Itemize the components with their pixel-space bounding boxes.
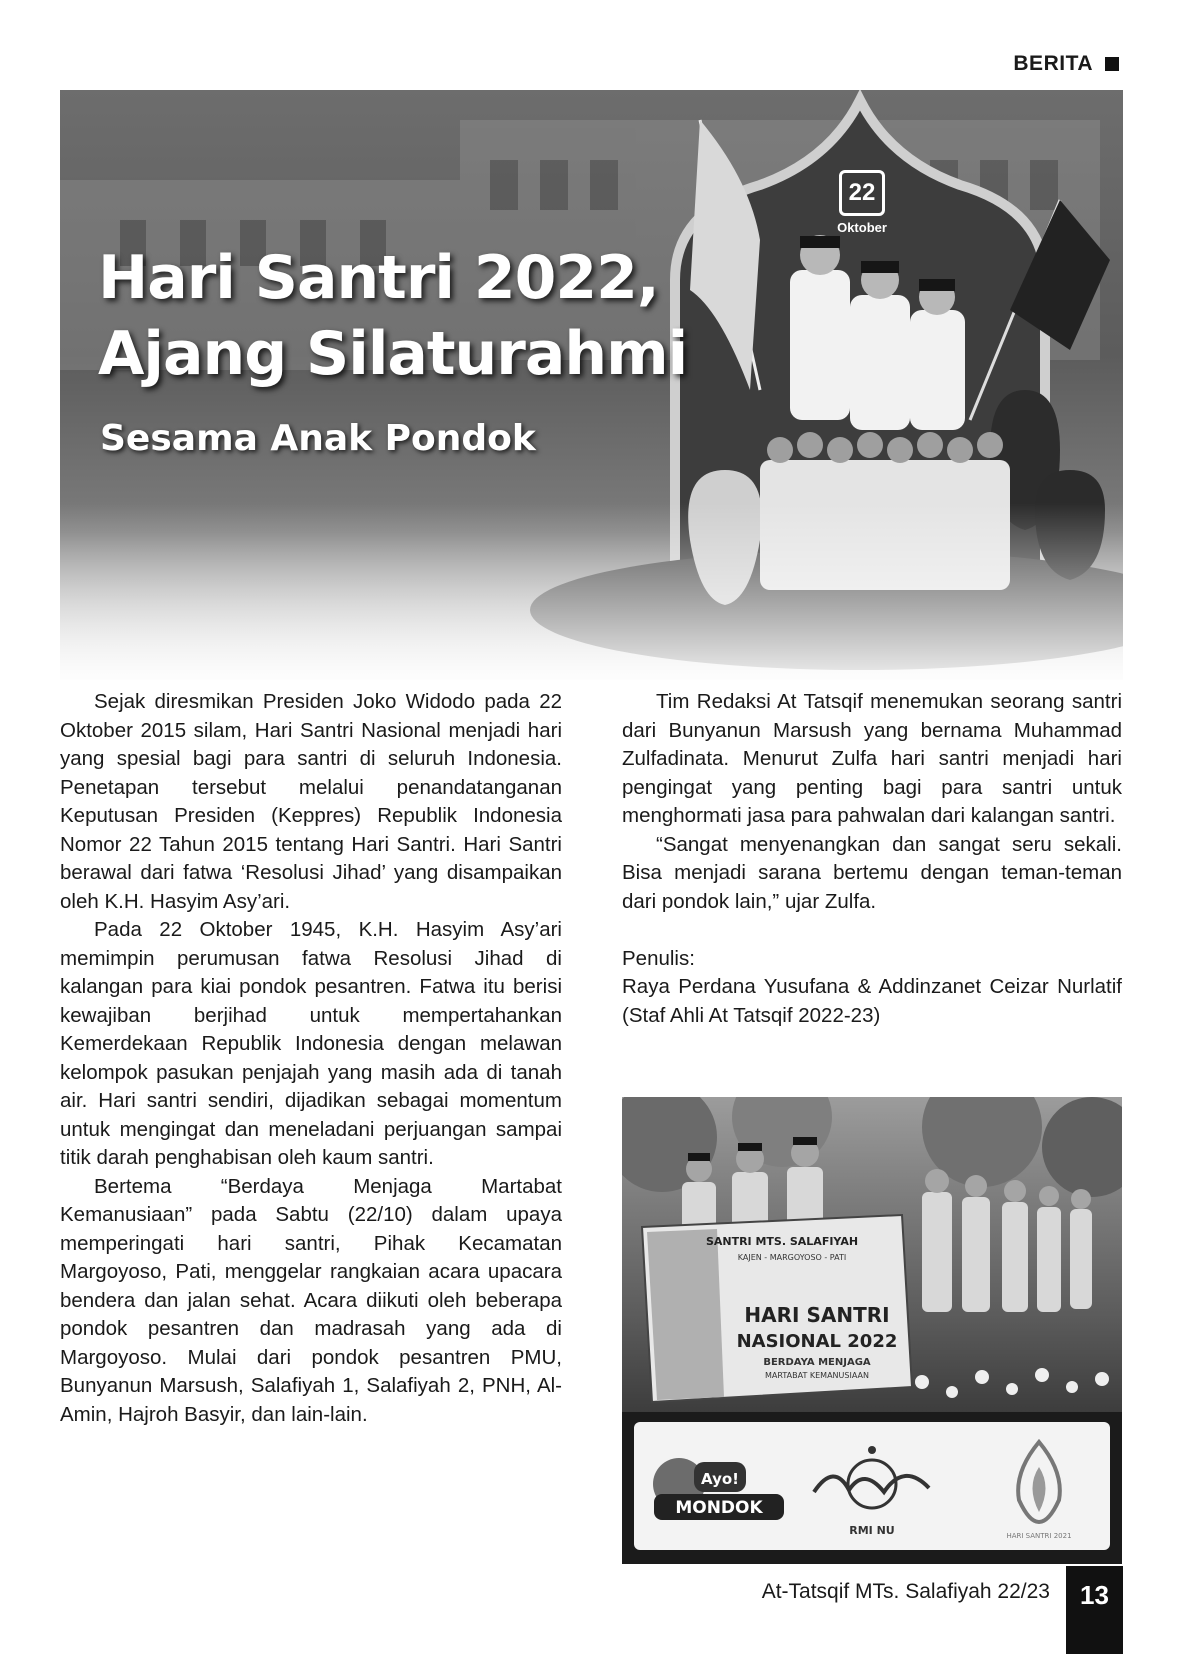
logo2-caption: RMI NU — [849, 1524, 895, 1537]
event-photo-illustration — [622, 1097, 1122, 1412]
author-names: Raya Perdana Yusufana & Addinzanet Ceizar Nurlatif (Staf Ahli At Tatsqif 2022-23) — [622, 975, 1122, 1027]
section-square-icon — [1105, 57, 1119, 71]
section-label-text: BERITA — [1013, 52, 1093, 75]
article-title — [98, 240, 698, 392]
logos-strip — [622, 1412, 1122, 1564]
paragraph: Tim Redaksi At Tatsqif menemukan seorang santri dari Bunyanun Marsush yang bernama Muhammad Zulfadinata. Menurut Zulfa hari santri menjadi hari pengingat yang penting bagi para santri untuk menghormati jasa para pahwalan dari kalangan santri. — [622, 690, 1122, 827]
ayo-mondok-logo — [653, 1458, 784, 1520]
logos-illustration — [634, 1422, 1110, 1550]
banner-line-6: MARTABAT KEMANUSIAAN — [765, 1371, 869, 1380]
banner-line-4: NASIONAL 2022 — [736, 1331, 898, 1352]
banner-line-3: HARI SANTRI — [744, 1303, 890, 1327]
title-line-1: Hari Santri 2022, — [98, 243, 659, 313]
logo1-main: MONDOK — [675, 1498, 763, 1518]
paragraph: Sejak diresmikan Presiden Joko Widodo pada 22 Oktober 2015 silam, Hari Santri Nasional menjadi hari yang spesial bagi para santri di seluruh Indonesia. Penetapan tersebut melalui penandatanganan Keputusan Presiden (Keppres) Republik Indonesia Nomor 22 Tahun 2015 tentang Hari Santri. Hari Santri berawal dari fatwa ‘Resolusi Jihad’ yang disampaikan oleh K.H. Hasyim Asy’ari. — [60, 690, 562, 913]
logo1-text: Ayo! — [701, 1470, 739, 1488]
rmi-nu-logo — [814, 1446, 929, 1537]
page-number: 13 — [1066, 1566, 1123, 1654]
author-label: Penulis: — [622, 946, 695, 970]
date-month: Oktober — [837, 220, 887, 235]
right-column — [622, 688, 1122, 1030]
date-number: 22 — [839, 170, 885, 216]
article-subtitle: Sesama Anak Pondok — [100, 418, 536, 459]
paragraph: Pada 22 Oktober 1945, K.H. Hasyim Asy’ari memimpin perumusan fatwa Resolusi Jihad di kalangan para kiai pondok pesantren. Fatwa itu berisi kewajiban berjihad untuk mempertahankan Kemerdekaan Republik Indonesia dengan melawan kelompok pasukan penjajah yang masih ada di tanah air. Hari santri sendiri, dijadikan sebagai momentum untuk mengingat dan meneladani perjuangan sampai titik darah penghabisan oleh kaum santri. — [60, 918, 562, 1169]
title-line-2: Ajang Silaturahmi — [98, 319, 688, 389]
hero-banner — [60, 90, 1123, 680]
paragraph: “Sangat menyenangkan dan sangat seru sekali. Bisa menjadi sarana bertemu dengan teman-teman dari pondok lain,” ujar Zulfa. — [622, 832, 1122, 913]
left-column — [60, 688, 562, 1429]
hari-santri-logo — [1006, 1442, 1071, 1540]
banner-line-2: KAJEN - MARGOYOSO - PATI — [737, 1253, 847, 1262]
date-badge — [822, 170, 902, 235]
section-label — [1013, 52, 1119, 76]
banner-line-1: SANTRI MTS. SALAFIYAH — [705, 1235, 859, 1248]
paragraph: Bertema “Berdaya Menjaga Martabat Kemanusiaan” pada Sabtu (22/10) dalam upaya memperingati hari santri, Pihak Kecamatan Margoyoso, Pati, menggelar rangkaian acara upacara bendera dan jalan sehat. Acara diikuti oleh beberapa pondok pesantren dan madrasah yang ada di Margoyoso. Mulai dari pondok pesantren PMU, Bunyanun Marsush, Salafiyah 1, Salafiyah 2, PNH, Al-Amin, Hajroh Basyir, dan lain-lain. — [60, 1174, 562, 1426]
event-banner — [642, 1215, 912, 1402]
logo3-caption: HARI SANTRI 2021 — [1006, 1532, 1072, 1540]
banner-line-5: BERDAYA MENJAGA — [763, 1357, 871, 1368]
event-photo — [622, 1097, 1122, 1412]
publication-name: At-Tatsqif MTs. Salafiyah 22/23 — [761, 1580, 1050, 1603]
